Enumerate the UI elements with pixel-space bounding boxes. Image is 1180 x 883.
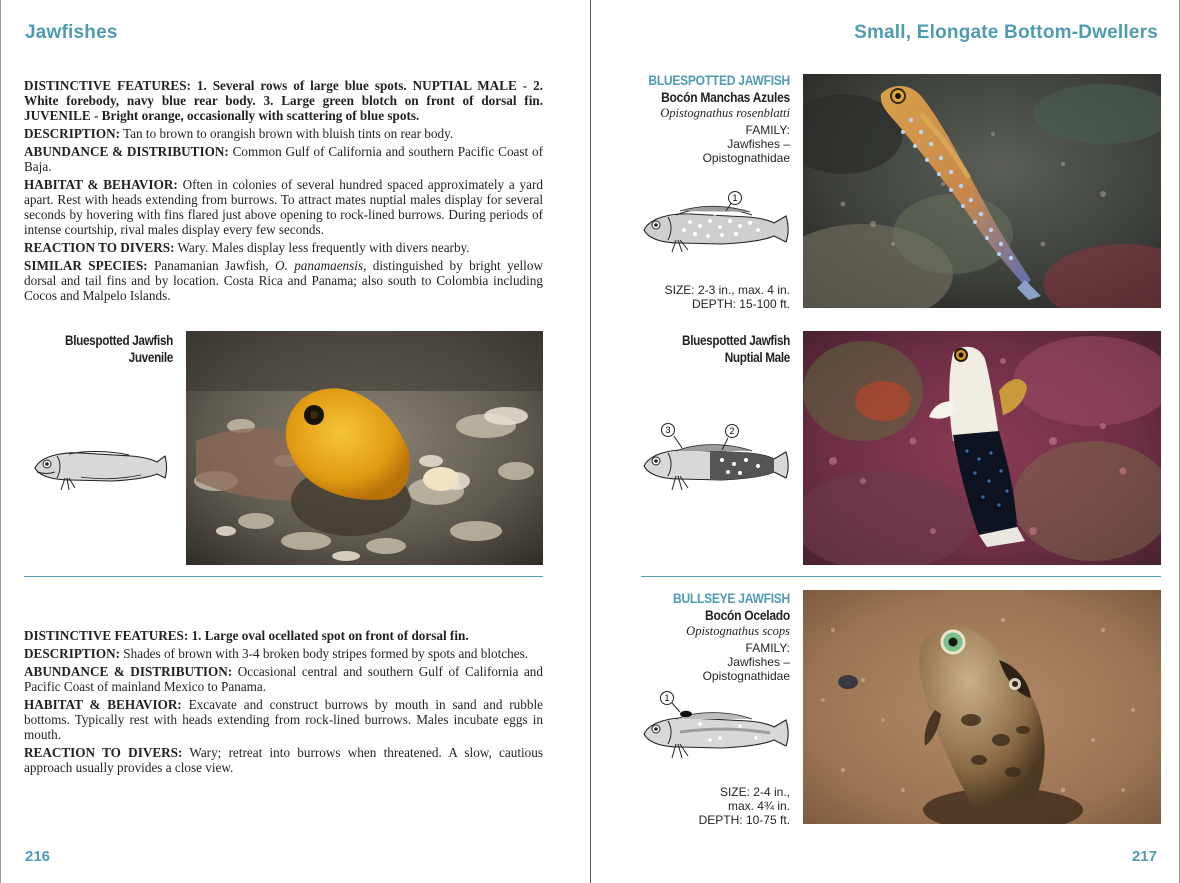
- habitat-behavior-bullseye: HABITAT & BEHAVIOR: Excavate and construct burrows by mouth in sand and rubble bottoms. Typically rest with heads extending from rock-lined burrows. Males incubate eggs in mouth.: [24, 697, 543, 742]
- juvenile-photo: [186, 331, 543, 565]
- bluespotted-family-line1: Jawfishes –: [727, 137, 790, 151]
- bullseye-marker: 1: [664, 693, 670, 703]
- section-divider-right: [641, 576, 1161, 577]
- bullseye-fish-illustration: [640, 688, 792, 760]
- top-species-text: [24, 78, 543, 306]
- reaction-to-divers: REACTION TO DIVERS: Wary. Males display less frequently with divers nearby.: [24, 240, 470, 255]
- bullseye-photo: [803, 590, 1161, 824]
- bullseye-depth: DEPTH: 10-75 ft.: [698, 813, 790, 827]
- juvenile-caption-line2: Juvenile: [128, 349, 173, 365]
- bluespotted-common-name: BLUESPOTTED JAWFISH: [648, 72, 790, 88]
- habitat-behavior: HABITAT & BEHAVIOR: Often in colonies of several hundred spaced approximately a yard apart. Rest with heads extending from burrows. To attract mates nuptial males display for several seconds by hovering with fins flared just above opening to rock-lined burrows. During periods of intense courtship, rival males display every few seconds.: [24, 177, 543, 237]
- similar-species: SIMILAR SPECIES: Panamanian Jawfish, O. panamaensis, distinguished by bright yellow dorsal and tail fins and by location. Costa Rica and Panama; also south to Colombia including Cocos and Malpelo Islands.: [24, 258, 543, 303]
- bullseye-family-label: FAMILY:: [745, 641, 790, 655]
- right-page: [592, 0, 1180, 883]
- bluespotted-family-line2: Opistognathidae: [702, 151, 790, 165]
- bullseye-species-info: [600, 590, 790, 683]
- juvenile-caption: [13, 332, 173, 366]
- nuptial-caption-line2: Nuptial Male: [724, 349, 790, 365]
- bottom-species-text: [24, 628, 543, 778]
- bullseye-family-line2: Opistognathidae: [702, 669, 790, 683]
- page-number-left: 216: [25, 848, 51, 865]
- nuptial-caption: [600, 332, 790, 366]
- running-head-left: Jawfishes: [25, 22, 118, 43]
- nuptial-fish-illustration: [640, 418, 792, 494]
- page-number-right: 217: [1131, 848, 1157, 865]
- bullseye-size-line1: SIZE: 2-4 in.,: [719, 785, 790, 799]
- nuptial-marker-2: 2: [729, 426, 735, 436]
- juvenile-caption-line1: Bluespotted Jawfish: [65, 332, 173, 348]
- distinctive-features-bullseye: DISTINCTIVE FEATURES: 1. Large oval ocellated spot on front of dorsal fin.: [24, 628, 469, 643]
- bluespotted-scientific-name: Opistognathus rosenblatti: [660, 106, 790, 120]
- bullseye-family-line1: Jawfishes –: [727, 655, 790, 669]
- bluespotted-fish-illustration: [640, 190, 792, 256]
- bullseye-spanish-name: Bocón Ocelado: [705, 607, 790, 623]
- running-head-right: Small, Elongate Bottom-Dwellers: [854, 22, 1158, 43]
- description: DESCRIPTION: Tan to brown to orangish brown with bluish tints on rear body.: [24, 126, 454, 141]
- bluespotted-size: SIZE: 2-3 in., max. 4 in.: [664, 283, 790, 297]
- nuptial-marker-3: 3: [665, 425, 671, 435]
- nuptial-male-photo: [803, 331, 1161, 565]
- bluespotted-spanish-name: Bocón Manchas Azules: [661, 89, 790, 105]
- bullseye-size-depth: [699, 785, 790, 827]
- bullseye-common-name: BULLSEYE JAWFISH: [673, 590, 790, 606]
- bluespotted-family-label: FAMILY:: [745, 123, 790, 137]
- distinctive-features: DISTINCTIVE FEATURES: 1. Several rows of large blue spots. NUPTIAL MALE - 2. White forebody, navy blue rear body. 3. Large green blotch on front of dorsal fin. JUVENILE - Bright orange, occasionally with scattering of blue spots.: [24, 78, 543, 123]
- abundance-distribution-bullseye: ABUNDANCE & DISTRIBUTION: Occasional central and southern Gulf of California and Pacific Coast of mainland Mexico to Panama.: [24, 664, 543, 694]
- section-divider-left: [24, 576, 543, 577]
- bluespotted-photo: [803, 74, 1161, 308]
- description-bullseye: DESCRIPTION: Shades of brown with 3-4 broken body stripes formed by spots and blotches.: [24, 646, 529, 661]
- bullseye-size-line2: max. 4¾ in.: [727, 799, 790, 813]
- reaction-to-divers-bullseye: REACTION TO DIVERS: Wary; retreat into burrows when threatened. A slow, cautious approach usually provides a close view.: [24, 745, 543, 775]
- bullseye-scientific-name: Opistognathus scops: [686, 624, 790, 638]
- bluespotted-species-info: [600, 72, 790, 165]
- bluespotted-depth: DEPTH: 15-100 ft.: [691, 297, 790, 311]
- nuptial-caption-line1: Bluespotted Jawfish: [682, 332, 790, 348]
- abundance-distribution: ABUNDANCE & DISTRIBUTION: Common Gulf of California and southern Pacific Coast of Baja.: [24, 144, 544, 174]
- bluespotted-size-depth: [665, 283, 790, 311]
- juvenile-fish-illustration: [31, 444, 169, 494]
- bluespotted-marker: 1: [732, 193, 738, 203]
